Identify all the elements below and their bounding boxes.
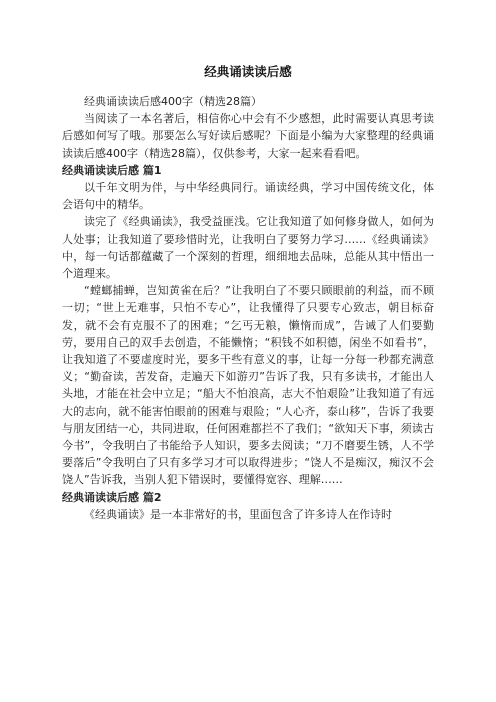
intro-paragraph: 当阅读了一本名著后，相信你心中会有不少感想，此时需要认真思考读后感如何写了哦。那要怎么写好读后感呢？下面是小编为大家整理的经典诵读读后感400字（精选28篇），仅供参考，大家一起来看看吧。 [62,112,434,160]
body-paragraph: “螳螂捕蝉，岂知黄雀在后？”让我明白了不要只顾眼前的利益，而不顾一切；“世上无难事，只怕不专心”，让我懂得了只要专心致志，朝目标奋发，就不会有克服不了的困难；“乞丐无粮，懒惰而成”，告诫了人们要勤劳，要用自己的双手去创造，不能懒惰；“积钱不如积德，闲坐不如看书”，让我知道了不要虚度时光，要多干些有意义的事，让每一分每一秒都充满意义；“勤奋读，苦发奋，走遍天下如游刃”告诉了我，只有多读书，才能出人头地，才能在社会中立足；“船大不怕浪高，志大不怕艰险”让我知道了有远大的志向，就不能害怕眼前的困难与艰险；“人心齐，泰山移”，告诉了我要与朋友团结一心，共同进取，任何困难都拦不了我们；“欲知天下事，须读古今书”，令我明白了书能给予人知识，要多去阅读；“刀不磨要生锈，人不学要落后”令我明白了只有多学习才可以取得进步；“饶人不是痴汉，痴汉不会饶人”告诉我，当别人犯下错误时，要懂得宽容、理解…… [62,284,434,487]
body-paragraph: 读完了《经典诵读》，我受益匪浅。它让我知道了如何修身做人，如何为人处事；让我知道了要珍惜时光，让我明白了要努力学习……《经典诵读》中，每一句话都蕴藏了一个深刻的哲理，细细地去品味，总能从其中悟出一个道理来。 [62,215,434,281]
section-heading-1: 经典诵读读后感 篇1 [62,163,162,177]
document-title: 经典诵读读后感 [204,64,292,79]
section-heading-2: 经典诵读读后感 篇2 [62,490,162,504]
subtitle-paragraph: 经典诵读读后感400字（精选28篇） [84,95,262,108]
body-paragraph: 以千年文明为伴，与中华经典同行。诵读经典，学习中国传统文化，体会语句中的精华。 [62,181,434,212]
body-paragraph: 《经典诵读》是一本非常好的书，里面包含了许多诗人在作诗时 [84,507,392,521]
document-body [62,93,434,523]
